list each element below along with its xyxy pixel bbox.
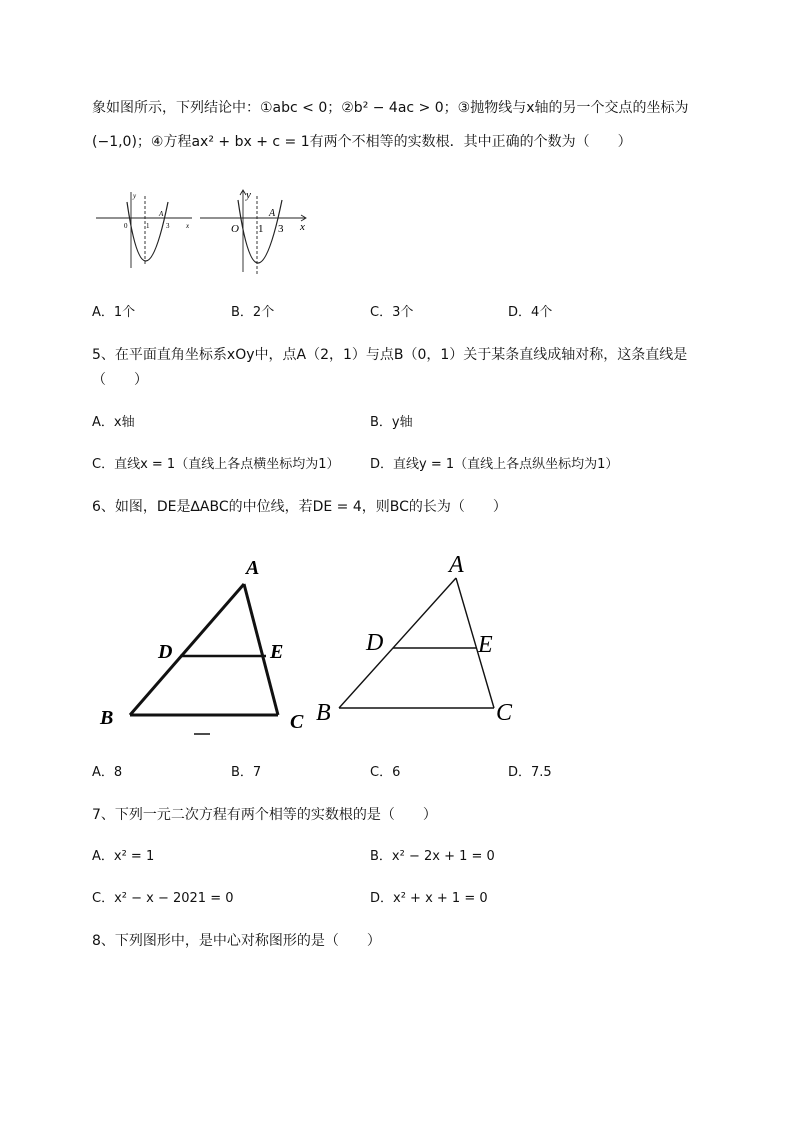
q6-hand-label-b: B [100, 707, 114, 729]
q6-option-c: C．6 [370, 765, 401, 780]
q4-stem-line1: 象如图所示，下列结论中：①abc < 0；②b² − 4ac > 0；③抛物线与x轴的另一个交点的坐标为 [92, 100, 689, 116]
q6-option-d: D．7.5 [508, 765, 552, 780]
q4-small-three-label: 3 [166, 222, 170, 230]
q6-triangle-figure-clean [312, 548, 532, 738]
q4-large-one-label: 1 [258, 223, 264, 235]
q4-large-origin-label: O [231, 223, 239, 235]
q6-clean-label-e: E [478, 632, 493, 658]
q4-option-b: B．2个 [231, 305, 275, 320]
q5-option-c: C．直线x = 1（直线上各点横坐标均为1） [92, 457, 340, 472]
q6-clean-label-a: A [449, 552, 464, 578]
q6-option-a: A．8 [92, 765, 123, 780]
q6-clean-label-b: B [316, 700, 331, 726]
q8-stem: 8、下列图形中，是中心对称图形的是（ ） [92, 933, 381, 949]
q4-stem-line2: (−1,0)；④方程ax² + bx + c = 1有两个不相等的实数根．其中正确的个数为（ ） [92, 134, 632, 150]
q6-hand-label-c: C [290, 711, 304, 733]
q4-small-y-label: y [133, 192, 137, 200]
q5-option-d: D．直线y = 1（直线上各点纵坐标均为1） [370, 457, 619, 472]
q4-small-origin-label: 0 [124, 222, 128, 230]
q4-small-a-label: A [159, 210, 164, 218]
q6-hand-label-e: E [270, 641, 284, 663]
q4-large-a-label: A [269, 208, 276, 219]
q4-large-y-label: y [246, 189, 251, 201]
q4-large-x-label: x [300, 221, 305, 233]
q6-clean-label-c: C [496, 700, 513, 726]
q4-parabola-figure-large [200, 186, 312, 276]
q4-option-a: A．1个 [92, 305, 136, 320]
q7-option-c: C．x² − x − 2021 = 0 [92, 891, 234, 906]
q6-stem: 6、如图，DE是∆ABC的中位线，若DE = 4，则BC的长为（ ） [92, 499, 507, 515]
q5-option-a: A．x轴 [92, 415, 135, 430]
q4-option-d: D．4个 [508, 305, 553, 320]
q4-option-c: C．3个 [370, 305, 414, 320]
q6-hand-label-d: D [158, 641, 173, 663]
q7-option-b: B．x² − 2x + 1 = 0 [370, 849, 495, 864]
q4-parabola-figure-small [96, 188, 196, 270]
q4-small-one-label: 1 [146, 222, 150, 230]
q4-large-three-label: 3 [278, 223, 284, 235]
q6-option-b: B．7 [231, 765, 262, 780]
q6-triangle-figure-handdrawn [96, 548, 316, 748]
q7-option-a: A．x² = 1 [92, 849, 155, 864]
q5-option-b: B．y轴 [370, 415, 413, 430]
q5-stem-line2: （ ） [92, 372, 148, 388]
q7-option-d: D．x² + x + 1 = 0 [370, 891, 488, 906]
q6-hand-label-a: A [246, 557, 260, 579]
q6-clean-label-d: D [366, 630, 384, 656]
q7-stem: 7、下列一元二次方程有两个相等的实数根的是（ ） [92, 807, 437, 823]
q4-small-x-label: x [186, 222, 190, 230]
q5-stem-line1: 5、在平面直角坐标系xOy中，点A（2，1）与点B（0，1）关于某条直线成轴对称，这条直线是 [92, 347, 688, 363]
